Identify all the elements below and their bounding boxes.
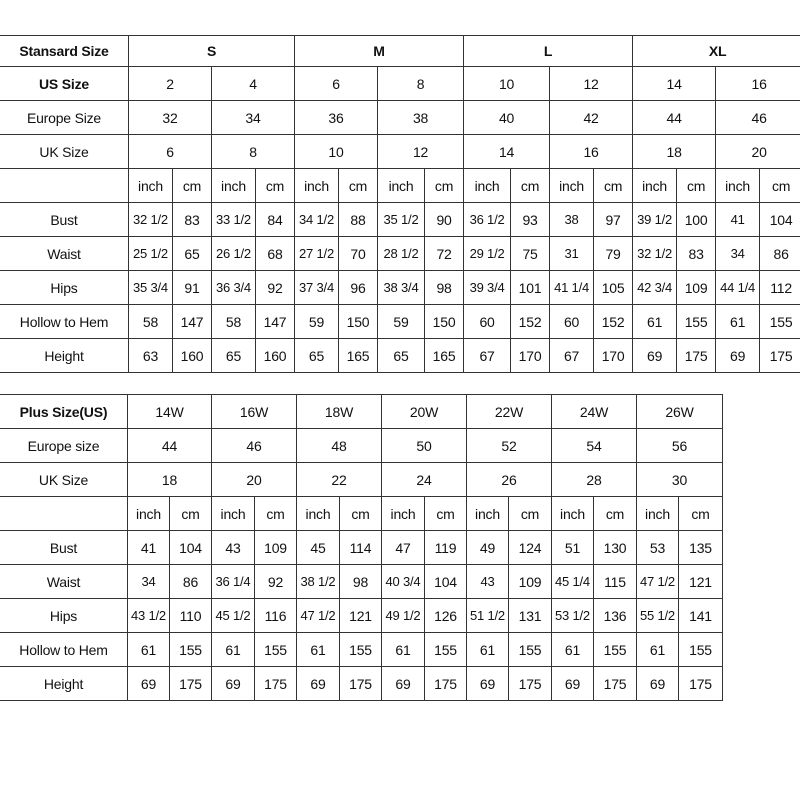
us-size-cell: 6 [295,67,378,101]
row-label: Waist [0,565,128,599]
plus-hollow-to-hem-row [0,633,723,667]
measure-cell: 27 1/2 [295,237,339,271]
measure-cell: 36 1/2 [464,203,511,237]
measure-cell: 101 [511,271,550,305]
us-size-row [0,67,800,101]
measure-cell: 51 1/2 [467,599,509,633]
measure-cell: 43 1/2 [128,599,170,633]
measure-cell: 86 [170,565,212,599]
unit-cm: cm [425,169,464,203]
uk-size-cell: 28 [552,463,637,497]
hollow-to-hem-row [0,305,800,339]
unit-inch: inch [716,169,760,203]
size-group-s: S [129,36,295,67]
measure-cell: 155 [425,633,467,667]
europe-size-cell: 46 [716,101,800,135]
measure-cell: 58 [129,305,173,339]
measure-cell: 47 1/2 [297,599,340,633]
measure-cell: 61 [633,305,677,339]
us-size-label: US Size [0,67,129,101]
measure-cell: 61 [382,633,425,667]
measure-cell: 69 [633,339,677,373]
measure-cell: 119 [425,531,467,565]
measure-cell: 61 [128,633,170,667]
unit-cm: cm [339,169,378,203]
bust-row [0,203,800,237]
unit-cm: cm [256,169,295,203]
uk-size-cell: 22 [297,463,382,497]
unit-cm: cm [594,169,633,203]
us-size-cell: 10 [464,67,550,101]
measure-cell: 130 [594,531,637,565]
measure-cell: 170 [511,339,550,373]
measure-cell: 109 [255,531,297,565]
europe-size-cell: 42 [550,101,633,135]
measure-cell: 68 [256,237,295,271]
us-size-cell: 14 [633,67,716,101]
plus-uk-size-row [0,463,723,497]
size-group-m: M [295,36,464,67]
uk-size-cell: 10 [295,135,378,169]
measure-cell: 121 [679,565,723,599]
measure-cell: 60 [464,305,511,339]
unit-inch: inch [467,497,509,531]
measure-cell: 39 3/4 [464,271,511,305]
measure-cell: 131 [509,599,552,633]
unit-cm: cm [594,497,637,531]
measure-cell: 47 1/2 [637,565,679,599]
measure-cell: 55 1/2 [637,599,679,633]
measure-cell: 69 [467,667,509,701]
measure-cell: 61 [212,633,255,667]
plus-size-cell: 26W [637,395,723,429]
plus-size-cell: 16W [212,395,297,429]
row-label: Waist [0,237,129,271]
measure-cell: 61 [467,633,509,667]
measure-cell: 165 [339,339,378,373]
europe-size-cell: 52 [467,429,552,463]
measure-cell: 110 [170,599,212,633]
measure-cell: 170 [594,339,633,373]
row-label: Bust [0,531,128,565]
measure-cell: 45 1/2 [212,599,255,633]
measure-cell: 45 1/4 [552,565,594,599]
unit-row [0,169,800,203]
measure-cell: 69 [716,339,760,373]
measure-cell: 28 1/2 [378,237,425,271]
uk-size-row [0,135,800,169]
unit-cm: cm [173,169,212,203]
europe-size-cell: 36 [295,101,378,135]
measure-cell: 92 [255,565,297,599]
measure-cell: 29 1/2 [464,237,511,271]
measure-cell: 69 [297,667,340,701]
measure-cell: 155 [340,633,382,667]
measure-cell: 96 [339,271,378,305]
standard-size-table [0,35,800,373]
europe-size-cell: 44 [128,429,212,463]
measure-cell: 150 [425,305,464,339]
measure-cell: 100 [677,203,716,237]
measure-cell: 38 3/4 [378,271,425,305]
unit-cm: cm [425,497,467,531]
measure-cell: 98 [340,565,382,599]
measure-cell: 70 [339,237,378,271]
plus-unit-row [0,497,723,531]
europe-size-cell: 50 [382,429,467,463]
measure-cell: 63 [129,339,173,373]
measure-cell: 43 [467,565,509,599]
unit-inch: inch [550,169,594,203]
measure-cell: 38 1/2 [297,565,340,599]
europe-size-cell: 48 [297,429,382,463]
measure-cell: 155 [679,633,723,667]
measure-cell: 175 [170,667,212,701]
measure-cell: 36 1/4 [212,565,255,599]
unit-inch: inch [633,169,677,203]
row-label: Bust [0,203,129,237]
measure-cell: 67 [464,339,511,373]
uk-size-cell: 24 [382,463,467,497]
unit-inch: inch [129,169,173,203]
uk-size-cell: 8 [212,135,295,169]
row-label: Height [0,339,129,373]
size-group-xl: XL [633,36,800,67]
measure-cell: 36 3/4 [212,271,256,305]
measure-cell: 38 [550,203,594,237]
measure-cell: 126 [425,599,467,633]
measure-cell: 45 [297,531,340,565]
unit-cm: cm [760,169,800,203]
unit-inch: inch [382,497,425,531]
measure-cell: 160 [256,339,295,373]
measure-cell: 104 [170,531,212,565]
measure-cell: 83 [173,203,212,237]
measure-cell: 69 [212,667,255,701]
row-label: Hips [0,599,128,633]
measure-cell: 90 [425,203,464,237]
measure-cell: 53 [637,531,679,565]
measure-cell: 115 [594,565,637,599]
measure-cell: 147 [256,305,295,339]
measure-cell: 26 1/2 [212,237,256,271]
europe-size-label: Europe Size [0,101,129,135]
measure-cell: 104 [425,565,467,599]
unit-row-blank [0,169,129,203]
europe-size-row [0,101,800,135]
measure-cell: 34 1/2 [295,203,339,237]
europe-size-cell: 38 [378,101,464,135]
measure-cell: 155 [677,305,716,339]
row-label: Height [0,667,128,701]
height-row [0,339,800,373]
uk-size-cell: 18 [128,463,212,497]
us-size-cell: 8 [378,67,464,101]
measure-cell: 91 [173,271,212,305]
measure-cell: 98 [425,271,464,305]
europe-size-cell: 44 [633,101,716,135]
measure-cell: 35 1/2 [378,203,425,237]
europe-size-cell: 54 [552,429,637,463]
measure-cell: 75 [511,237,550,271]
unit-inch: inch [464,169,511,203]
uk-size-cell: 20 [716,135,800,169]
uk-size-cell: 12 [378,135,464,169]
measure-cell: 175 [679,667,723,701]
europe-size-cell: 46 [212,429,297,463]
unit-cm: cm [511,169,550,203]
uk-size-cell: 20 [212,463,297,497]
measure-cell: 65 [295,339,339,373]
measure-cell: 175 [677,339,716,373]
measure-cell: 40 3/4 [382,565,425,599]
measure-cell: 35 3/4 [129,271,173,305]
measure-cell: 165 [425,339,464,373]
plus-europe-size-row [0,429,723,463]
plus-size-label: Plus Size(US) [0,395,128,429]
europe-size-label: Europe size [0,429,128,463]
us-size-cell: 2 [129,67,212,101]
measure-cell: 97 [594,203,633,237]
measure-cell: 32 1/2 [129,203,173,237]
measure-cell: 72 [425,237,464,271]
uk-size-label: UK Size [0,135,129,169]
uk-size-cell: 16 [550,135,633,169]
measure-cell: 155 [594,633,637,667]
measure-cell: 61 [297,633,340,667]
measure-cell: 58 [212,305,256,339]
measure-cell: 43 [212,531,255,565]
unit-inch: inch [552,497,594,531]
measure-cell: 109 [677,271,716,305]
plus-size-cell: 18W [297,395,382,429]
unit-inch: inch [378,169,425,203]
measure-cell: 59 [378,305,425,339]
measure-cell: 92 [256,271,295,305]
row-label: Hollow to Hem [0,633,128,667]
unit-inch: inch [637,497,679,531]
measure-cell: 112 [760,271,800,305]
measure-cell: 175 [509,667,552,701]
measure-cell: 41 [128,531,170,565]
uk-size-cell: 18 [633,135,716,169]
uk-size-cell: 6 [129,135,212,169]
measure-cell: 49 1/2 [382,599,425,633]
measure-cell: 83 [677,237,716,271]
plus-size-cell: 22W [467,395,552,429]
unit-cm: cm [255,497,297,531]
measure-cell: 155 [255,633,297,667]
measure-cell: 116 [255,599,297,633]
waist-row [0,237,800,271]
measure-cell: 47 [382,531,425,565]
measure-cell: 175 [425,667,467,701]
unit-inch: inch [297,497,340,531]
uk-size-cell: 26 [467,463,552,497]
us-size-cell: 4 [212,67,295,101]
measure-cell: 155 [509,633,552,667]
uk-size-label: UK Size [0,463,128,497]
measure-cell: 105 [594,271,633,305]
measure-cell: 175 [760,339,800,373]
measure-cell: 32 1/2 [633,237,677,271]
unit-inch: inch [295,169,339,203]
size-group-l: L [464,36,633,67]
plus-size-table [0,394,723,701]
measure-cell: 61 [716,305,760,339]
measure-cell: 34 [128,565,170,599]
unit-row-blank [0,497,128,531]
plus-hips-row [0,599,723,633]
measure-cell: 155 [760,305,800,339]
unit-inch: inch [212,169,256,203]
measure-cell: 69 [637,667,679,701]
measure-cell: 37 3/4 [295,271,339,305]
unit-cm: cm [677,169,716,203]
measure-cell: 60 [550,305,594,339]
europe-size-cell: 34 [212,101,295,135]
measure-cell: 67 [550,339,594,373]
measure-cell: 150 [339,305,378,339]
measure-cell: 136 [594,599,637,633]
uk-size-cell: 14 [464,135,550,169]
unit-cm: cm [509,497,552,531]
measure-cell: 141 [679,599,723,633]
measure-cell: 41 [716,203,760,237]
measure-cell: 49 [467,531,509,565]
measure-cell: 39 1/2 [633,203,677,237]
unit-inch: inch [128,497,170,531]
measure-cell: 84 [256,203,295,237]
plus-bust-row [0,531,723,565]
europe-size-cell: 40 [464,101,550,135]
standard-size-label: Stansard Size [0,36,129,67]
measure-cell: 59 [295,305,339,339]
measure-cell: 155 [170,633,212,667]
measure-cell: 65 [173,237,212,271]
measure-cell: 93 [511,203,550,237]
plus-size-cell: 24W [552,395,637,429]
measure-cell: 34 [716,237,760,271]
plus-size-cell: 20W [382,395,467,429]
measure-cell: 86 [760,237,800,271]
measure-cell: 51 [552,531,594,565]
measure-cell: 65 [212,339,256,373]
standard-size-header-row [0,36,800,67]
measure-cell: 61 [552,633,594,667]
measure-cell: 175 [594,667,637,701]
measure-cell: 104 [760,203,800,237]
measure-cell: 135 [679,531,723,565]
measure-cell: 175 [340,667,382,701]
measure-cell: 124 [509,531,552,565]
measure-cell: 175 [255,667,297,701]
measure-cell: 31 [550,237,594,271]
measure-cell: 69 [552,667,594,701]
measure-cell: 53 1/2 [552,599,594,633]
europe-size-cell: 56 [637,429,723,463]
plus-size-header-row [0,395,723,429]
measure-cell: 152 [594,305,633,339]
measure-cell: 25 1/2 [129,237,173,271]
unit-cm: cm [340,497,382,531]
measure-cell: 42 3/4 [633,271,677,305]
measure-cell: 88 [339,203,378,237]
measure-cell: 69 [382,667,425,701]
europe-size-cell: 32 [129,101,212,135]
unit-inch: inch [212,497,255,531]
measure-cell: 44 1/4 [716,271,760,305]
measure-cell: 65 [378,339,425,373]
hips-row [0,271,800,305]
measure-cell: 69 [128,667,170,701]
plus-size-cell: 14W [128,395,212,429]
unit-cm: cm [679,497,723,531]
uk-size-cell: 30 [637,463,723,497]
measure-cell: 33 1/2 [212,203,256,237]
measure-cell: 41 1/4 [550,271,594,305]
measure-cell: 147 [173,305,212,339]
measure-cell: 61 [637,633,679,667]
measure-cell: 152 [511,305,550,339]
measure-cell: 121 [340,599,382,633]
measure-cell: 114 [340,531,382,565]
row-label: Hips [0,271,129,305]
row-label: Hollow to Hem [0,305,129,339]
us-size-cell: 12 [550,67,633,101]
plus-height-row [0,667,723,701]
measure-cell: 109 [509,565,552,599]
measure-cell: 160 [173,339,212,373]
plus-waist-row [0,565,723,599]
measure-cell: 79 [594,237,633,271]
unit-cm: cm [170,497,212,531]
us-size-cell: 16 [716,67,800,101]
